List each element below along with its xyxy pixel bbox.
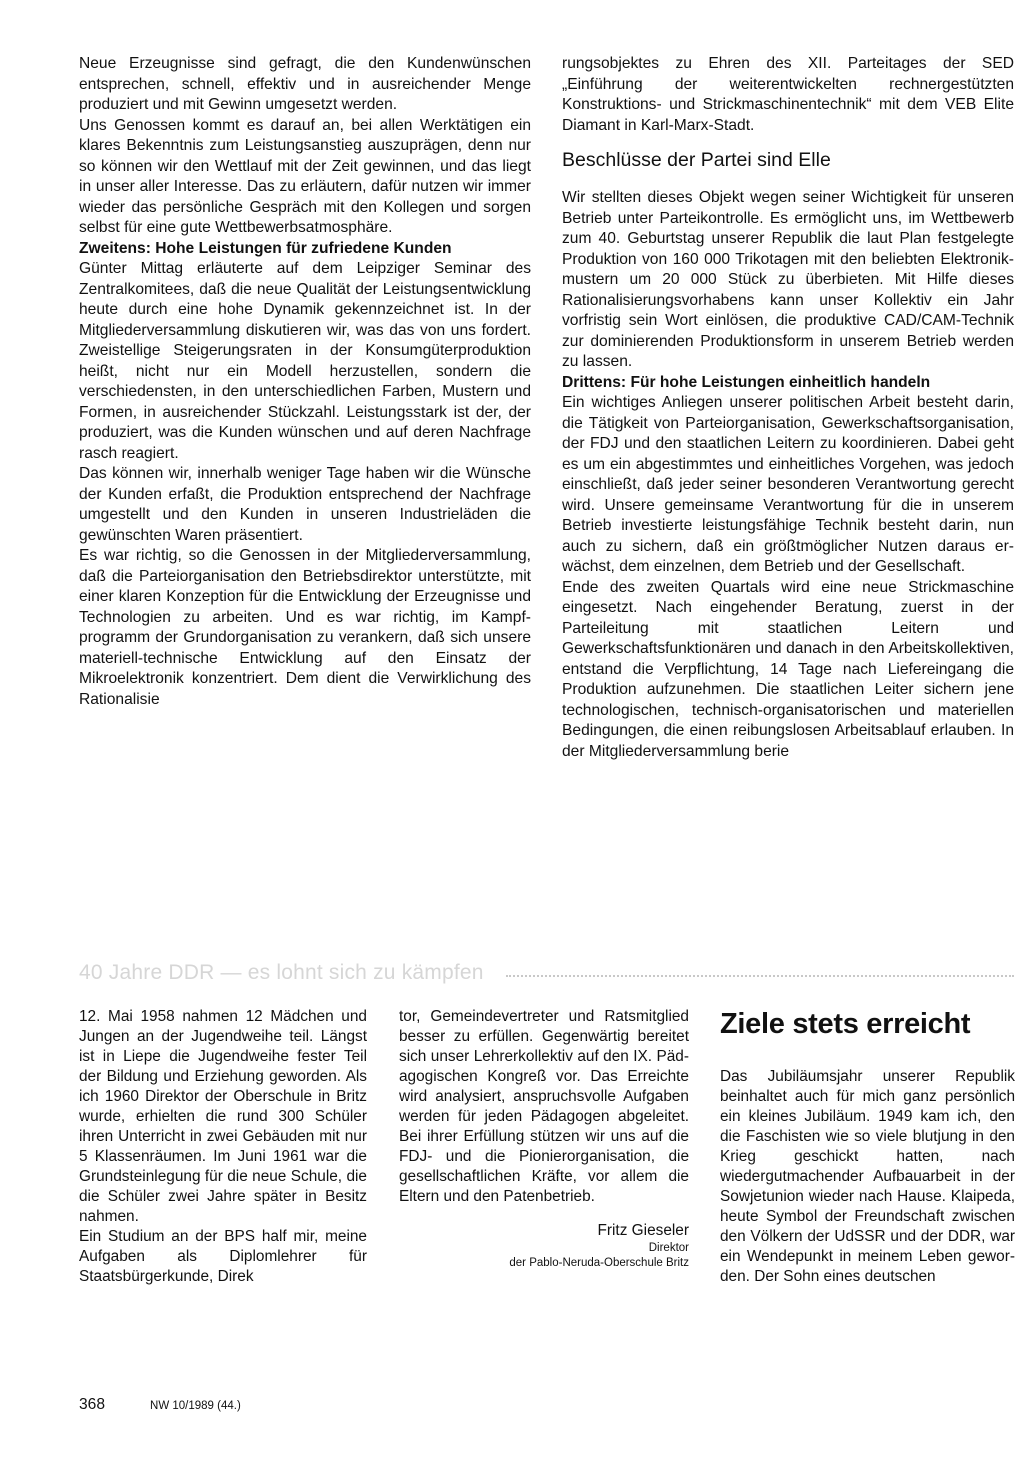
author-role: Direktor [648, 1242, 689, 1254]
paragraph: Ende des zweiten Quartals wird eine neue Strickmaschine eingesetzt. Nach eingehender Beratung, zuerst in der Parteileitung mit staatlichen Leitern und Gewerkschaftsfunktionären und danach in den Arbeitskollektiven, entstand die Verpflichtung, 14 Tage nach Liefereingang die Produktion aufzunehmen. Die staatlichen Leiter sichern jene technologischen, technisch-organisatorischen und materiellen Bedingungen, die einen reibungslosen Arbeitsablauf erlauben. In der Mitgliederversammlung berie [562, 578, 1014, 760]
section-heading: Beschlüsse der Partei sind Elle [562, 149, 831, 171]
article-column-bottom-3 [720, 1007, 1015, 1287]
paragraph: Das Jubiläumsjahr unserer Republik beinhaltet auch für mich ganz persönlich ein kleines Jubiläum. 1949 kam ich, den die Faschisten wie so viele blutjung in den Krieg geschickt hatten, nach wiedergutmachender Aufbauarbeit in der Sowjetunion wieder nach Hause. Klaipeda, heute Symbol der Freundschaft zwischen den Völkern der UdSSR und der DDR, war ein Wendepunkt in meinem Leben geworden. Der Sohn eines deutschen [720, 1068, 1015, 1285]
paragraph: 12. Mai 1958 nahmen 12 Mädchen und Jungen an der Jugendweihe teil. Längst ist in Liepe die Jugendweihe fester Teil der Bildung und Erziehung geworden. Als ich 1960 Direktor der Oberschule in Britz wurde, erhielten die rund 300 Schüler ihren Unterricht in zwei Gebäuden mit nur 5 Klassenräumen. Im Juni 1961 war die Grundsteinlegung für die neue Schule, die die Schüler zwei Jahre später in Besitz nahmen. [79, 1008, 367, 1225]
paragraph: Wir stellten dieses Objekt wegen seiner Wichtigkeit für unseren Betrieb unter Parteikontrolle. Es ermöglicht uns, im Wettbewerb zum 40. Geburtstag unserer Republik die laut Plan festgelegte Produktion von 160 000 Trikotagen mit den beliebten Elektronikmustern um 20 000 Stück zu überbieten. Mit Hilfe dieses Rationalisierungsvorhabens kann unser Kollektiv ein Jahr vorfristig sein Wort einlösen, die produktive CAD/CAM-Technik zur dominierenden Produktionsform in unserem Betrieb werden zu lassen. [562, 189, 1014, 370]
paragraph: Günter Mittag erläuterte auf dem Leipziger Seminar des Zentralkomitees, daß die neue Qualität der Leistungsentwicklung heute durch eine hohe Dynamik gekennzeichnet ist. In der Mitgliederversammlung diskutieren wir, was das von uns fordert. Zweistellige Steigerungsraten in der Konsumgüterproduktion heißt, nicht nur ein Modell herzustellen, sondern die verschiedensten, in den unterschiedlichen Farben, Mustern und Formen, in ausreichender Stückzahl. Leistungsstark ist der, der produziert, was die Kunden wünschen und auf deren Nachfrage rasch reagiert. [79, 260, 531, 462]
issue-info: NW 10/1989 (44.) [150, 1400, 241, 1412]
section-divider [79, 958, 1014, 988]
paragraph: Ein wichtiges Anliegen unserer politischen Arbeit besteht darin, die Tätigkeit von Parteiorganisation, Gewerkschaftsorganisation, der FDJ und den staatlichen Leitern zu koordinieren. Dabei geht es um ein abgestimmtes und einheitliches Vorgehen, was jedoch einschließt, daß jeder seiner besonderen Verantwortung gerecht wird. Unsere gemeinsame Verantwortung für die in unserem Betrieb investierte leistungsfähige Technik besteht darin, nun auch zu sichern, daß ein größtmöglicher Nutzen daraus erwächst, dem einzelnen, dem Betrieb und der Gesellschaft. [562, 394, 1014, 575]
article-column-top-left [79, 54, 531, 710]
article-title: Ziele stets erreicht [720, 1008, 971, 1040]
paragraph: rungsobjektes zu Ehren des XII. Parteitages der SED „Einführung der weiterentwickelten rechnergestützten Konstruktions- und Strickmaschinentechnik“ mit dem VEB Elite Diamant in Karl-Marx-Stadt. [562, 55, 1014, 134]
paragraph: Ein Studium an der BPS half mir, meine Aufgaben als Diplomlehrer für Staatsbürgerkunde, Direk [79, 1228, 367, 1285]
page-number: 368 [79, 1396, 106, 1413]
paragraph: Uns Genossen kommt es darauf an, bei allen Werktätigen ein klares Bekenntnis zum Leistungsanstieg auszuprägen, denn nur so können wir den Wettlauf mit der Zeit gewinnen, und das liegt in unser aller Interesse. Das zu erläutern, dafür nutzen wir immer wieder das persönliche Gespräch mit den Kollegen und sorgen selbst für eine gute Wettbewerbsatmosphäre. [79, 116, 531, 236]
subheading-zweitens: Zweitens: Hohe Leistungen für zufriedene Kunden [79, 239, 452, 257]
paragraph: tor, Gemeindevertreter und Ratsmitglied besser zu erfüllen. Gegenwärtig bereitet sich unser Lehrerkollektiv auf den IX. Pädagogischen Kongreß vor. Das Erreichte wird analysiert, anspruchsvolle Aufgaben werden für jeden Pädagogen abgeleitet. Bei ihrer Erfüllung stützen wir uns auf die FDJ- und die Pionierorganisation, die gesellschaftlichen Kräfte, vor allem die Eltern und den Patenbetrieb. [399, 1008, 689, 1205]
subheading-drittens: Drittens: Für hohe Leistungen einheitlich handeln [562, 373, 931, 391]
article-column-bottom-2 [399, 1007, 689, 1271]
author-institution: der Pablo-Neruda-Oberschule Britz [509, 1257, 689, 1269]
paragraph: Es war richtig, so die Genossen in der Mitgliederversammlung, daß die Parteiorganisation den Betriebsdirektor unterstützte, mit einer klaren Konzeption für die Entwicklung der Erzeugnisse und Technologien zu arbeiten. Und es war richtig, im Kampfprogramm der Grundorganisation zu verankern, daß sich unsere materiell-technische Entwicklung auf den Einsatz der Mikroelektronik konzentriert. Dem dient die Verwirklichung des Rationalisie [79, 547, 531, 708]
article-column-bottom-1 [79, 1007, 367, 1287]
page-footer [79, 1396, 241, 1414]
author-name: Fritz Gieseler [597, 1222, 689, 1239]
divider-rule [506, 975, 1014, 977]
divider-title: 40 Jahre DDR — es lohnt sich zu kämpfen [79, 961, 484, 984]
article-column-top-right [562, 54, 1014, 762]
signature-block [399, 1221, 689, 1271]
paragraph: Das können wir, innerhalb weniger Tage haben wir die Wünsche der Kunden erfaßt, die Produktion entsprechend der Nachfrage umgestellt und den Kunden in unseren Industrieläden die gewünschten Waren präsentiert. [79, 465, 531, 544]
paragraph: Neue Erzeugnisse sind gefragt, die den Kundenwünschen entsprechen, schnell, effektiv und in ausreichender Menge produziert und mit Gewinn umgesetzt werden. [79, 55, 531, 113]
